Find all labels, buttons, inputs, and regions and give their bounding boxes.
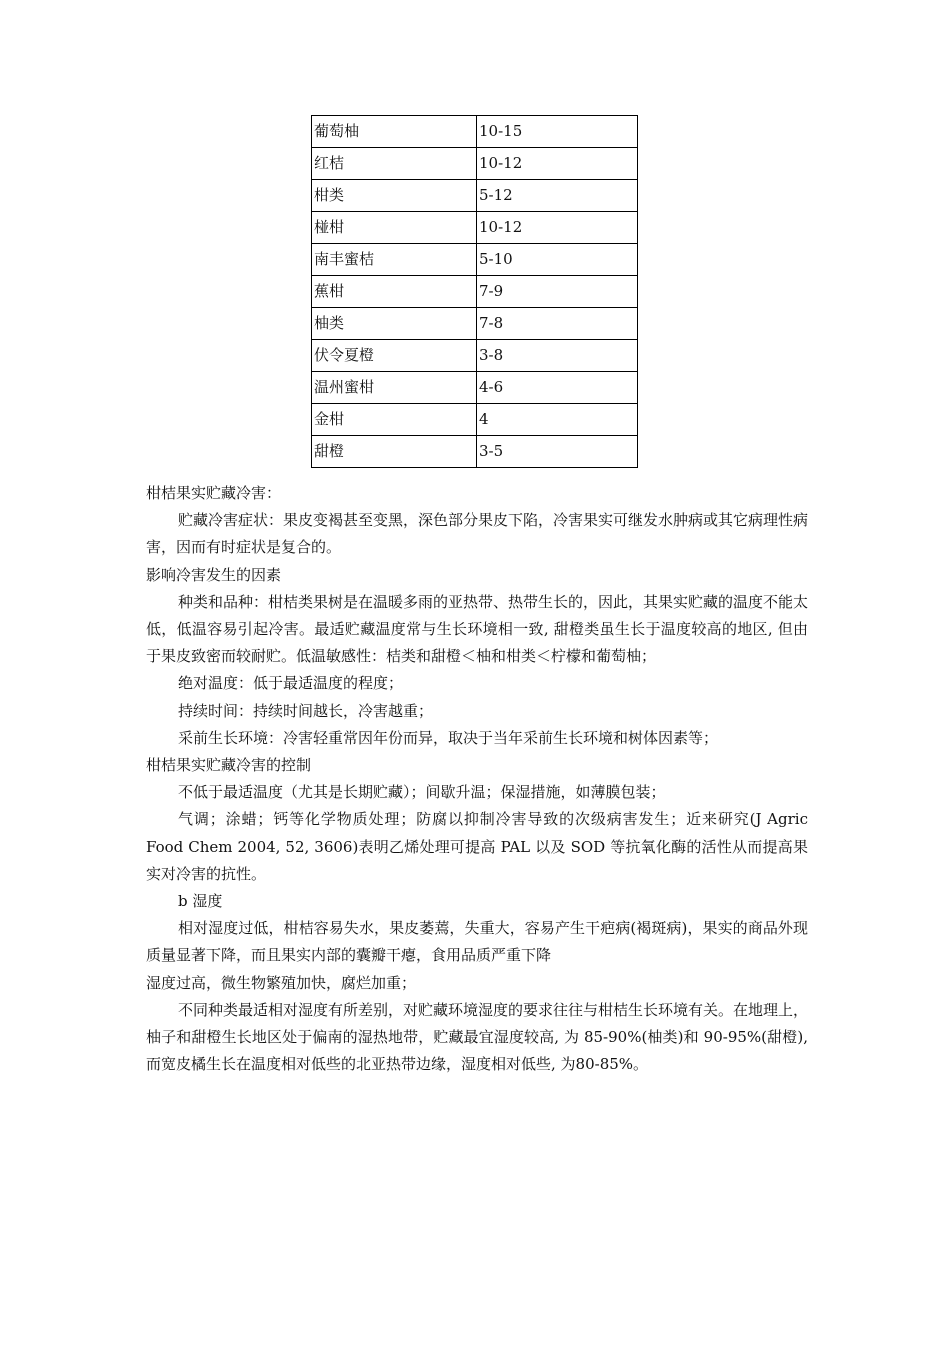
paragraph: 相对湿度过低，柑桔容易失水，果皮萎蔫，失重大，容易产生干疤病(褐斑病)，果实的商品外现质量显著下降，而且果实内部的囊瓣干瘪，食用品质严重下降 [146,919,808,965]
paragraph: 湿度过高，微生物繁殖加快，腐烂加重； [146,973,417,992]
paragraph: 贮藏冷害症状：果皮变褐甚至变黑，深色部分果皮下陷，冷害果实可继发水肿病或其它病理性病害，因而有时症状是复合的。 [146,511,809,557]
temperature-range-cell: 7-9 [477,276,638,308]
table-row [312,340,638,372]
paragraph: 气调；涂蜡；钙等化学物质处理；防腐以抑制冷害导致的次级病害发生；近来研究(J Agric Food Chem 2004, 52, 3606)表明乙烯处理可提高 PAL 以及 SOD 等抗氧化酶的活性从而提高果实对冷害的抗性。 [146,810,808,883]
temperature-range-cell: 5-12 [477,180,638,212]
temperature-range-cell: 5-10 [477,244,638,276]
paragraph: 影响冷害发生的因素 [146,565,282,584]
paragraph: 持续时间：持续时间越长，冷害越重； [178,701,434,720]
table-row [312,180,638,212]
fruit-name-cell: 椪柑 [312,212,477,244]
temperature-range-cell: 7-8 [477,308,638,340]
table-body [312,116,638,468]
table-row [312,212,638,244]
temperature-range-cell: 3-8 [477,340,638,372]
fruit-name-cell: 葡萄柚 [312,116,477,148]
fruit-name-cell: 温州蜜柑 [312,372,477,404]
fruit-name-cell: 蕉柑 [312,276,477,308]
temperature-range-cell: 4-6 [477,372,638,404]
body-text [146,480,808,1078]
temperature-range-cell: 10-12 [477,212,638,244]
temperature-range-cell: 3-5 [477,436,638,468]
paragraph: 种类和品种：柑桔类果树是在温暖多雨的亚热带、热带生长的，因此，其果实贮藏的温度不能太低，低温容易引起冷害。最适贮藏温度常与生长环境相一致, 甜橙类虽生长于温度较高的地区, 但由于果皮致密而较耐贮。低温敏感性：桔类和甜橙＜柚和柑类＜柠檬和葡萄柚； [146,592,809,666]
fruit-name-cell: 金柑 [312,404,477,436]
temperature-range-cell: 10-15 [477,116,638,148]
paragraph: 绝对温度：低于最适温度的程度； [178,674,404,693]
table-row [312,372,638,404]
table-row [312,116,638,148]
temperature-range-cell: 4 [477,404,638,436]
fruit-name-cell: 伏令夏橙 [312,340,477,372]
fruit-name-cell: 红桔 [312,148,477,180]
fruit-name-cell: 甜橙 [312,436,477,468]
paragraph: b 湿度 [178,892,223,911]
temperature-range-cell: 10-12 [477,148,638,180]
fruit-name-cell: 南丰蜜桔 [312,244,477,276]
paragraph: 采前生长环境：冷害轻重常因年份而异，取决于当年采前生长环境和树体因素等； [178,728,719,747]
table-row [312,436,638,468]
table-row [312,404,638,436]
fruit-name-cell: 柑类 [312,180,477,212]
paragraph: 不低于最适温度（尤其是长期贮藏）；间歇升温；保湿措施，如薄膜包装； [178,783,666,802]
paragraph: 不同种类最适相对湿度有所差别，对贮藏环境湿度的要求往往与柑桔生长环境有关。在地理上，柚子和甜橙生长地区处于偏南的湿热地带，贮藏最宜湿度较高, 为 85-90%(柚类)和 90-95%(甜橙), 而宽皮橘生长在温度相对低些的北亚热带边缘，湿度相对低些, 为80-85%。 [146,1000,809,1074]
table-row [312,308,638,340]
fruit-name-cell: 柚类 [312,308,477,340]
paragraph: 柑桔果实贮藏冷害： [146,484,282,502]
storage-temperature-table [311,115,638,468]
table-row [312,148,638,180]
table-row [312,276,638,308]
table-row [312,244,638,276]
paragraph: 柑桔果实贮藏冷害的控制 [146,756,312,775]
